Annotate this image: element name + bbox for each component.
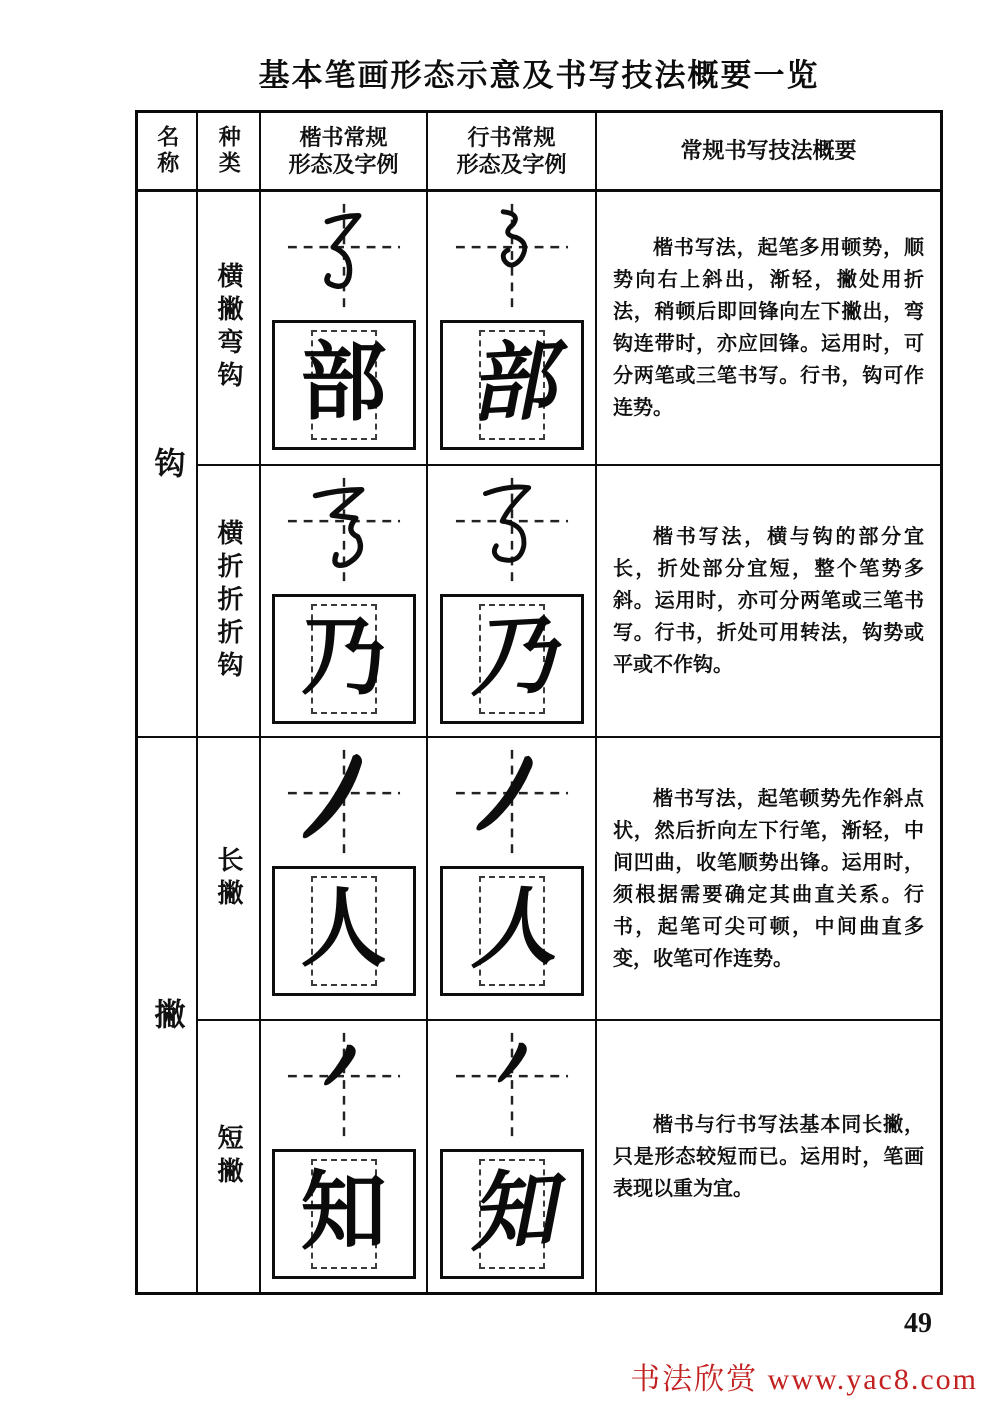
type-cell-row3	[198, 738, 261, 1021]
stroke-type-label: 横撇弯钩	[214, 262, 243, 394]
category-cell-pie	[138, 738, 198, 1292]
technique-text: 楷书写法，起笔多用顿势，顺势向右上斜出，渐轻，撇处用折法，稍顿后即回锋向左下撇出，弯钩连带时，亦应回锋。运用时，可分两笔或三笔书写。行书，钩可作连势。	[613, 237, 924, 419]
stroke-reference-table	[135, 110, 943, 1295]
character-box	[272, 594, 416, 724]
stroke-diagram-kaishu	[269, 472, 419, 588]
character-box	[440, 866, 584, 996]
technique-text: 楷书与行书写法基本同长撇，只是形态较短而已。运用时，笔画表现以重为宜。	[613, 1113, 924, 1200]
xingshu-example-row3	[428, 738, 597, 1021]
example-character-xingshu: 部	[466, 332, 557, 434]
example-character-xingshu: 人	[466, 878, 557, 980]
stroke-type-label: 长撇	[214, 845, 243, 912]
stroke-diagram-kaishu	[269, 1027, 419, 1143]
character-box	[272, 1149, 416, 1279]
header-xingshu	[428, 113, 597, 192]
example-character-kaishu: 人	[300, 881, 387, 977]
header-name	[138, 113, 198, 192]
xingshu-example-row1	[428, 192, 597, 466]
kaishu-example-row2	[261, 466, 428, 738]
character-box	[272, 320, 416, 450]
header-kaishu-line1: 楷书常规	[299, 124, 388, 150]
technique-text: 楷书写法，横与钩的部分宜长，折处部分宜短，整个笔势多斜。运用时，亦可分两笔或三笔书写。行书，折处可用转法，钩势或平或不作钩。	[613, 526, 924, 676]
example-character-kaishu: 部	[300, 335, 387, 431]
kaishu-example-row3	[261, 738, 428, 1021]
stroke-path	[302, 754, 361, 838]
stroke-type-label: 短撇	[214, 1123, 243, 1190]
stroke-path	[324, 1045, 356, 1086]
stroke-diagram-xingshu	[437, 472, 587, 588]
stroke-type-label: 横折折折钩	[214, 518, 243, 684]
xingshu-example-row4	[428, 1021, 597, 1292]
example-character-kaishu: 知	[300, 1164, 387, 1260]
header-name-label: 名称	[154, 125, 180, 177]
technique-cell-row1	[597, 192, 940, 466]
type-cell-row2	[198, 466, 261, 738]
character-box	[272, 866, 416, 996]
header-type-label: 种类	[216, 125, 242, 177]
header-technique	[597, 113, 940, 192]
stroke-path	[503, 212, 525, 265]
technique-cell-row2	[597, 466, 940, 738]
header-type	[198, 113, 261, 192]
stroke-path	[315, 490, 361, 566]
technique-cell-row4	[597, 1021, 940, 1292]
stroke-diagram-kaishu	[269, 198, 419, 314]
page-number: 49	[904, 1308, 932, 1339]
stroke-path	[485, 487, 528, 560]
type-cell-row1	[198, 192, 261, 466]
header-kaishu	[261, 113, 428, 192]
technique-cell-row3	[597, 738, 940, 1021]
stroke-diagram-kaishu	[269, 744, 419, 860]
page-title: 基本笔画形态示意及书写技法概要一览	[258, 58, 820, 93]
header-xingshu-line1: 行书常规	[467, 124, 556, 150]
category-label-hook: 钩	[149, 446, 185, 482]
example-character-kaishu: 乃	[300, 609, 387, 705]
category-cell-hook	[138, 192, 198, 738]
stroke-diagram-xingshu	[437, 198, 587, 314]
technique-text: 楷书写法，起笔顿势先作斜点状，然后折向左下行笔，渐轻，中间凹曲，收笔顺势出锋。运用时，须根据需要确定其曲直关系。行书，起笔可尖可顿，中间曲直多变，收笔可作连势。	[613, 787, 924, 970]
xingshu-example-row2	[428, 466, 597, 738]
watermark: 书法欣赏 www.yac8.com	[630, 1363, 978, 1396]
stroke-diagram-xingshu	[437, 744, 587, 860]
example-character-xingshu: 知	[466, 1161, 557, 1263]
character-box	[440, 320, 584, 450]
kaishu-example-row1	[261, 192, 428, 466]
character-box	[440, 1149, 584, 1279]
stroke-diagram-xingshu	[437, 1027, 587, 1143]
type-cell-row4	[198, 1021, 261, 1292]
example-character-xingshu: 乃	[466, 606, 557, 708]
category-label-pie: 撇	[149, 997, 185, 1033]
header-technique-label: 常规书写技法概要	[680, 138, 857, 164]
character-box	[440, 594, 584, 724]
kaishu-example-row4	[261, 1021, 428, 1292]
header-kaishu-line2: 形态及字例	[288, 152, 399, 177]
header-xingshu-line2: 形态及字例	[456, 152, 567, 177]
